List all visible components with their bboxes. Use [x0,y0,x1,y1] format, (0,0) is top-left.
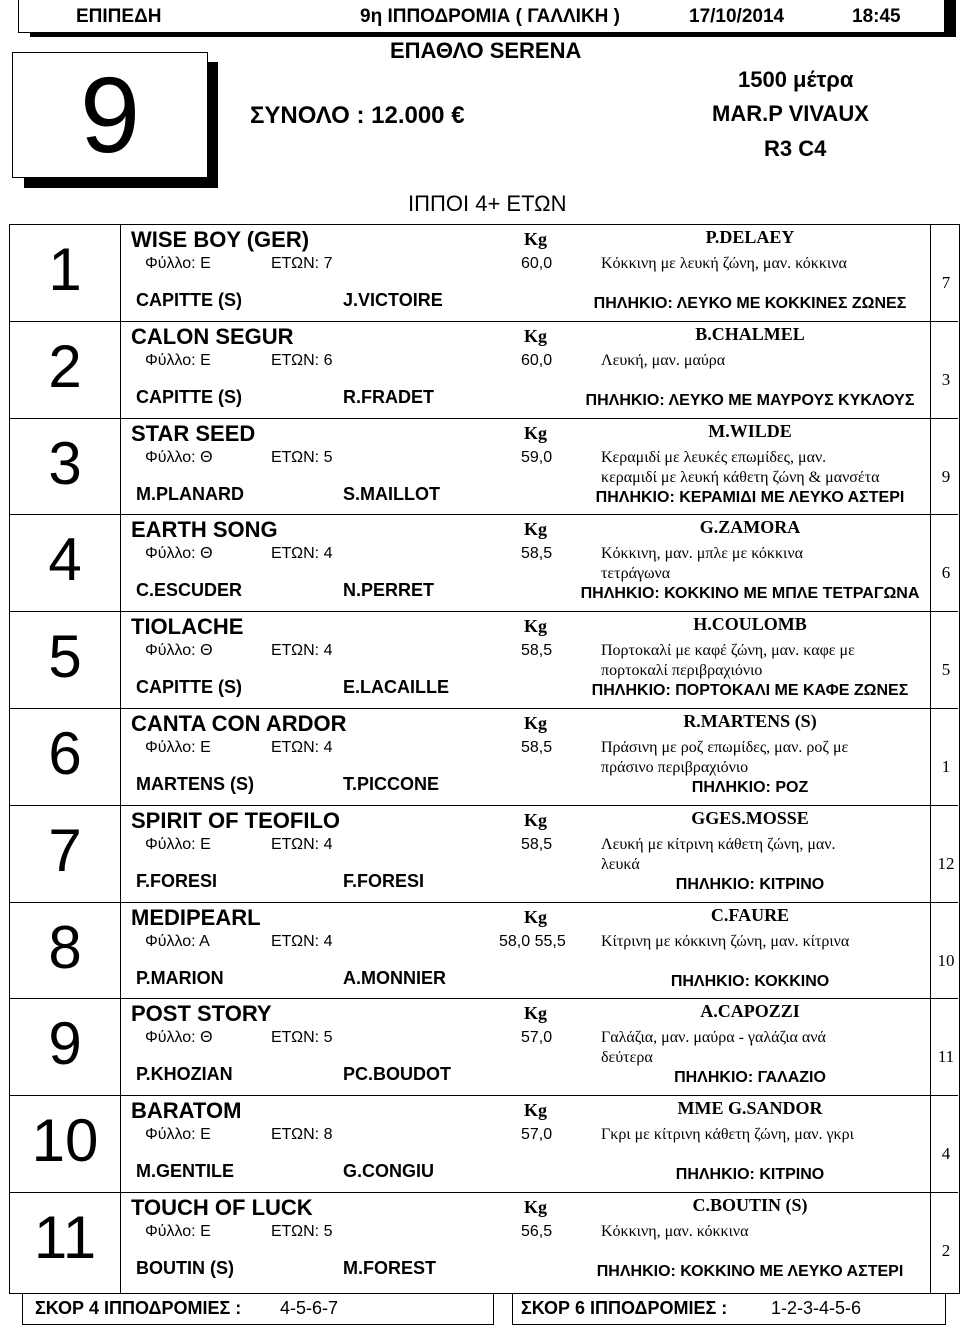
jockey: P.DELAEY [705,227,795,247]
race-code: R3 C4 [764,136,827,161]
owner: F.FORESI [136,871,218,891]
silks-description-cont: δεύτερα [601,1049,653,1066]
runner-number: 1 [48,236,82,303]
row-divider [9,611,958,612]
runner-number: 9 [48,1010,82,1077]
owner: BOUTIN (S) [136,1258,234,1278]
silks-description-cont: τετράγωνα [601,565,671,582]
score4-box [22,1293,494,1325]
weight: 58,0 55,5 [499,933,566,950]
jockey: M.WILDE [708,421,792,441]
weight: 58,5 [521,836,553,853]
kg-label: Kg [524,616,548,636]
owner: P.MARION [136,968,224,988]
horse-age: ΕΤΩΝ: 5 [271,449,333,466]
race-number: 9 [79,54,141,175]
jockey: R.MARTENS (S) [683,711,817,731]
trainer: A.MONNIER [343,968,446,988]
silks-description: Λευκή με κίτρινη κάθετη ζώνη, μαν. [601,836,836,853]
horse-age: ΕΤΩΝ: 4 [271,545,333,562]
silks-description: Λευκή, μαν. μαύρα [601,352,726,369]
runner-number: 8 [48,914,82,981]
horse-age: ΕΤΩΝ: 4 [271,642,333,659]
horse-sex: Φύλλο: Α [145,933,210,950]
helmet-description: ΠΗΛΗΚΙΟ: ΚΕΡΑΜΙΔΙ ΜΕ ΛΕΥΚΟ ΑΣΤΕΡΙ [595,489,905,506]
score6-label: ΣΚΟΡ 6 ΙΠΠΟΔΡΟΜΙΕΣ : [521,1298,728,1318]
trainer: M.FOREST [343,1258,436,1278]
silks-description: Κόκκινη, μαν. κόκκινα [601,1223,749,1240]
helmet-description: ΠΗΛΗΚΙΟ: ΓΑΛΑΖΙΟ [674,1069,826,1086]
trainer: G.CONGIU [343,1161,435,1181]
score4-label: ΣΚΟΡ 4 ΙΠΠΟΔΡΟΜΙΕΣ : [35,1298,242,1318]
horse-name: TOUCH OF LUCK [131,1195,313,1220]
horse-name: WISE BOY (GER) [131,227,310,252]
score6-value: 1-2-3-4-5-6 [771,1298,862,1318]
row-divider [9,1095,958,1096]
kg-label: Kg [524,229,548,249]
helmet-description: ΠΗΛΗΚΙΟ: ΠΟΡΤΟΚΑΛΙ ΜΕ ΚΑΦΕ ΖΩΝΕΣ [591,682,909,699]
horse-name: EARTH SONG [131,517,278,542]
horse-sex: Φύλλο: Ε [145,1126,211,1143]
draw-number: 11 [937,1047,955,1066]
owner: M.GENTILE [136,1161,234,1181]
kg-label: Kg [524,326,548,346]
owner: CAPITTE (S) [136,290,242,310]
horse-name: SPIRIT OF TEOFILO [131,808,340,833]
kg-label: Kg [524,519,548,539]
jockey: A.CAPOZZI [700,1001,800,1021]
row-divider [9,1192,958,1193]
silks-description: Κεραμιδί με λευκές επωμίδες, μαν. [601,449,827,466]
kg-label: Kg [524,713,548,733]
horse-age: ΕΤΩΝ: 8 [271,1126,333,1143]
horse-sex: Φύλλο: Ε [145,739,211,756]
score4-value: 4-5-6-7 [280,1298,339,1318]
owner: CAPITTE (S) [136,677,242,697]
trainer: E.LACAILLE [343,677,449,697]
silks-description: Πορτοκαλί με καφέ ζώνη, μαν. καφε με [601,642,855,659]
runner-number: 7 [48,817,82,884]
trainer: R.FRADET [343,387,434,407]
kg-label: Kg [524,1100,548,1120]
kg-label: Kg [524,1003,548,1023]
runner-number: 11 [33,1204,97,1271]
row-divider [9,321,958,322]
horse-sex: Φύλλο: Ε [145,1223,211,1240]
prize-total: ΣΥΝΟΛΟ : 12.000 € [250,102,465,129]
horse-sex: Φύλλο: Θ [145,1029,213,1046]
horse-name: BARATOM [131,1098,242,1123]
track-name: MAR.P VIVAUX [712,101,869,126]
horse-sex: Φύλλο: Ε [145,352,211,369]
race-distance: 1500 μέτρα [738,67,854,92]
horse-age: ΕΤΩΝ: 5 [271,1223,333,1240]
silks-description: Κίτρινη με κόκκινη ζώνη, μαν. κίτρινα [601,933,850,950]
jockey: H.COULOMB [693,614,807,634]
horse-sex: Φύλλο: Ε [145,255,211,272]
draw-number: 1 [941,757,951,776]
row-divider [9,902,958,903]
horse-sex: Φύλλο: Θ [145,449,213,466]
owner: P.KHOZIAN [136,1064,233,1084]
row-divider [9,418,958,419]
row-divider [9,805,958,806]
helmet-description: ΠΗΛΗΚΙΟ: ΚΟΚΚΙΝΟ [670,973,830,990]
race-category: ΙΠΠΟΙ 4+ ΕΤΩΝ [408,191,567,216]
jockey: B.CHALMEL [695,324,805,344]
row-divider [9,998,958,999]
runner-number: 4 [48,526,82,593]
weight: 56,5 [521,1223,553,1240]
helmet-description: ΠΗΛΗΚΙΟ: ΚΙΤΡΙΝΟ [675,1166,825,1183]
row-divider [9,708,958,709]
horse-age: ΕΤΩΝ: 7 [271,255,333,272]
trainer: S.MAILLOT [343,484,440,504]
silks-description: Κόκκινη με λευκή ζώνη, μαν. κόκκινα [601,255,847,272]
helmet-description: ΠΗΛΗΚΙΟ: ΚΙΤΡΙΝΟ [675,876,825,893]
silks-description: Κόκκινη, μαν. μπλε με κόκκινα [601,545,803,562]
trainer: J.VICTOIRE [343,290,443,310]
weight: 57,0 [521,1029,553,1046]
horse-age: ΕΤΩΝ: 4 [271,836,333,853]
draw-number: 9 [941,467,951,486]
horse-name: STAR SEED [131,421,256,446]
trainer: PC.BOUDOT [343,1064,451,1084]
silks-description-cont: κεραμιδί με λευκή κάθετη ζώνη & μανσέτα [601,469,880,486]
jockey: G.ZAMORA [699,517,801,537]
weight: 59,0 [521,449,553,466]
draw-number: 6 [941,563,951,582]
score6-box [512,1293,946,1325]
draw-number: 10 [937,951,955,970]
race-time: 18:45 [852,6,901,27]
draw-number: 2 [941,1241,951,1260]
kg-label: Kg [524,1197,548,1217]
horse-age: ΕΤΩΝ: 6 [271,352,333,369]
weight: 58,5 [521,642,553,659]
owner: M.PLANARD [136,484,244,504]
runner-number: 3 [48,430,82,497]
silks-description-cont: πορτοκαλί περιβραχιόνιο [601,662,763,679]
horse-name: CANTA CON ARDOR [131,711,347,736]
horse-age: ΕΤΩΝ: 4 [271,933,333,950]
silks-description-cont: λευκά [601,856,640,873]
horse-name: CALON SEGUR [131,324,294,349]
draw-number: 12 [937,854,955,873]
prize-name: ΕΠΑΘΛΟ SERENA [390,38,582,63]
kg-label: Kg [524,423,548,443]
silks-description-cont: πράσινο περιβραχιόνιο [601,759,749,776]
silks-description: Γκρι με κίτρινη κάθετη ζώνη, μαν. γκρι [601,1126,854,1143]
trainer: F.FORESI [343,871,425,891]
weight: 58,5 [521,545,553,562]
horse-sex: Φύλλο: Θ [145,642,213,659]
jockey: C.FAURE [710,905,790,925]
helmet-description: ΠΗΛΗΚΙΟ: ΛΕΥΚΟ ΜΕ ΜΑΥΡΟΥΣ ΚΥΚΛΟΥΣ [585,392,915,409]
horse-sex: Φύλλο: Θ [145,545,213,562]
trainer: T.PICCONE [343,774,440,794]
race-number-box [12,52,208,178]
draw-number: 3 [941,370,951,389]
runner-number: 2 [48,333,82,400]
helmet-description: ΠΗΛΗΚΙΟ: ΚΟΚΚΙΝΟ ΜΕ ΛΕΥΚΟ ΑΣΤΕΡΙ [596,1263,904,1280]
silks-description: Πράσινη με ροζ επωμίδες, μαν. ροζ με [601,739,849,756]
horse-name: MEDIPEARL [131,905,261,930]
draw-number: 7 [941,273,951,292]
silks-description: Γαλάζια, μαν. μαύρα - γαλάζια ανά [601,1029,826,1046]
weight: 60,0 [521,352,553,369]
race-date: 17/10/2014 [689,6,785,27]
jockey: MME G.SANDOR [677,1098,823,1118]
horse-name: TIOLACHE [131,614,244,639]
runner-number: 6 [48,720,82,787]
weight: 60,0 [521,255,553,272]
runner-number: 10 [31,1107,99,1174]
runner-number: 5 [48,623,82,690]
trainer: N.PERRET [343,580,435,600]
horse-name: POST STORY [131,1001,272,1026]
draw-number: 5 [941,660,951,679]
column-divider [120,224,121,1294]
draw-number: 4 [941,1144,951,1163]
owner: C.ESCUDER [136,580,243,600]
jockey: GGES.MOSSE [691,808,809,828]
owner: MARTENS (S) [136,774,254,794]
venue: ΕΠΙΠΕΔΗ [76,6,162,27]
owner: CAPITTE (S) [136,387,242,407]
horse-age: ΕΤΩΝ: 4 [271,739,333,756]
helmet-description: ΠΗΛΗΚΙΟ: ΛΕΥΚΟ ΜΕ ΚΟΚΚΙΝΕΣ ΖΩΝΕΣ [593,295,907,312]
horse-sex: Φύλλο: Ε [145,836,211,853]
horse-age: ΕΤΩΝ: 5 [271,1029,333,1046]
jockey: C.BOUTIN (S) [692,1195,808,1215]
row-divider [9,514,958,515]
weight: 57,0 [521,1126,553,1143]
kg-label: Kg [524,907,548,927]
helmet-description: ΠΗΛΗΚΙΟ: ΡΟΖ [691,779,809,796]
helmet-description: ΠΗΛΗΚΙΟ: ΚΟΚΚΙΝΟ ΜΕ ΜΠΛΕ ΤΕΤΡΑΓΩΝΑ [580,585,920,602]
race-title: 9η ΙΠΠΟΔΡΟΜΙΑ ( ΓΑΛΛΙΚΗ ) [360,6,621,27]
weight: 58,5 [521,739,553,756]
kg-label: Kg [524,810,548,830]
